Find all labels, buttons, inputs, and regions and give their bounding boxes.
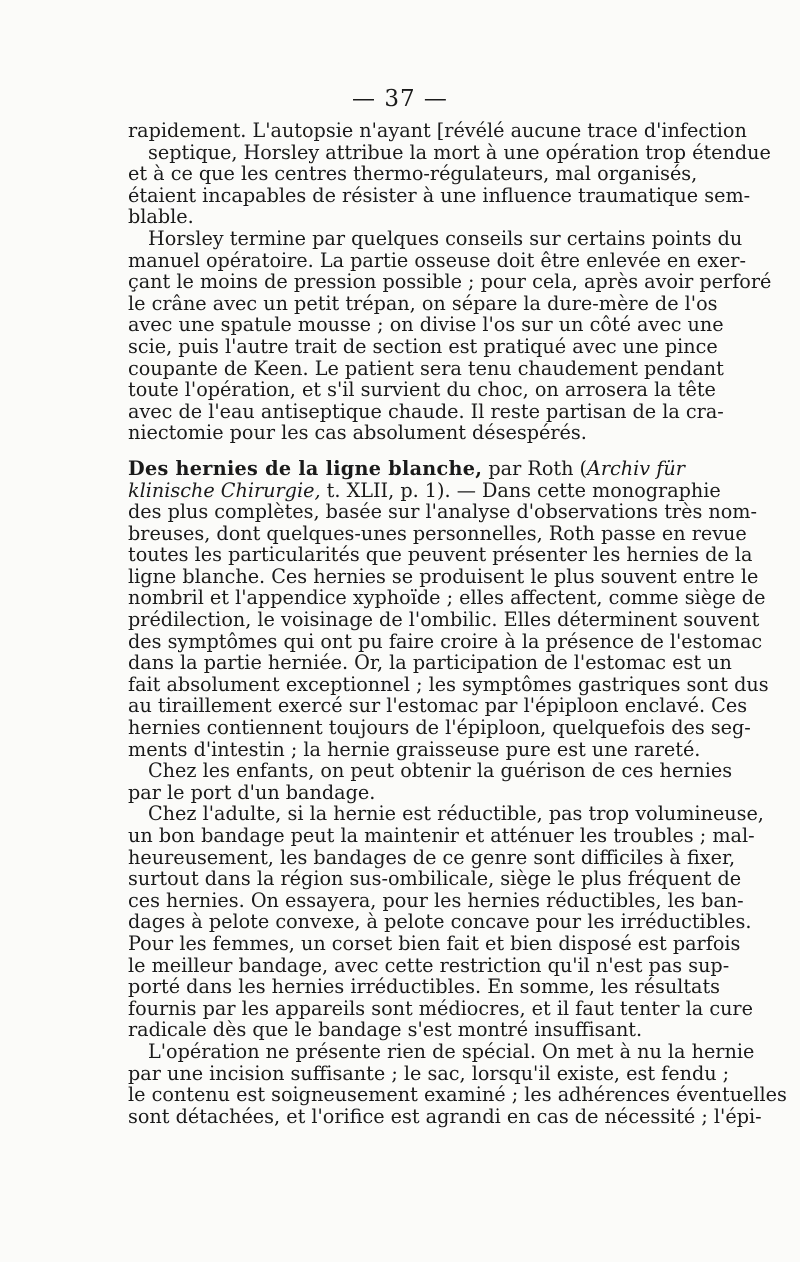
paragraph-autopsy (128, 119, 771, 229)
journal-title-cont: klinische Chirurgie, (128, 478, 321, 502)
text-line: le crâne avec un petit trépan, on sépare la dure-mère de l'os (128, 291, 718, 315)
article-heading-line (128, 456, 685, 480)
text-line: heureusement, les bandages de ce genre sont difficiles à fixer, (128, 845, 736, 869)
text-line: scie, puis l'autre trait de section est pratiqué avec une pince (128, 334, 718, 358)
text-line: hernies contiennent toujours de l'épiploon, quelquefois des seg- (128, 716, 751, 740)
text-line: toute l'opération, et s'il survient du choc, on arrosera la tête (128, 378, 716, 402)
text-line: et à ce que les centres thermo-régulateurs, mal organisés, (128, 162, 698, 186)
text-line: septique, Horsley attribue la mort à une opération trop étendue (148, 140, 771, 164)
text-line: prédilection, le voisinage de l'ombilic. Elles déterminent souvent (128, 608, 760, 632)
text-line: le contenu est soigneusement examiné ; les adhérences éventuelles (128, 1083, 787, 1107)
text-line: des plus complètes, basée sur l'analyse d'observations très nom- (128, 500, 757, 524)
text-line: étaient incapables de résister à une influence traumatique sem- (128, 183, 751, 207)
text-line: niectomie pour les cas absolument désespérés. (128, 421, 587, 445)
text-line: des symptômes qui ont pu faire croire à la présence de l'estomac (128, 629, 763, 653)
text-line: Pour les femmes, un corset bien fait et bien disposé est parfois (128, 931, 741, 955)
paragraph-operative-advice (128, 226, 772, 445)
text-line: nombril et l'appendice xyphoïde ; elles affectent, comme siège de (128, 586, 766, 610)
body-text (128, 119, 787, 1128)
paragraph-operation (128, 1039, 787, 1128)
text-line: au tiraillement exercé sur l'estomac par l'épiploon enclavé. Ces (128, 694, 748, 718)
text-line: avec de l'eau antiseptique chaude. Il reste partisan de la cra- (128, 399, 724, 423)
article-heading: Des hernies de la ligne blanche, (128, 456, 483, 480)
text-line: surtout dans la région sus-ombilicale, siège le plus fréquent de (128, 867, 742, 891)
text-line: par une incision suffisante ; le sac, lorsqu'il existe, est fendu ; (128, 1061, 730, 1085)
citation: t. XLII, p. 1). — Dans cette monographie (320, 478, 721, 502)
text-line: par le port d'un bandage. (128, 780, 376, 804)
text-line: ments d'intestin ; la hernie graisseuse pure est une rareté. (128, 737, 701, 761)
text-line: ligne blanche. Ces hernies se produisent le plus souvent entre le (128, 564, 759, 588)
paragraph-adults (128, 802, 764, 1042)
text-line: un bon bandage peut la maintenir et atténuer les troubles ; mal- (128, 824, 755, 847)
text-line: rapidement. L'autopsie n'ayant [révélé aucune trace d'infection (128, 119, 747, 142)
text-line: dages à pelote convexe, à pelote concave pour les irréductibles. (128, 910, 752, 934)
text-line: avec une spatule mousse ; on divise l'os sur un côté avec une (128, 313, 724, 337)
article-hernies (128, 456, 769, 761)
article-author: par Roth ( (482, 456, 588, 480)
text-line: L'opération ne présente rien de spécial. On met à nu la hernie (148, 1039, 755, 1063)
section-gap (128, 444, 674, 458)
text-line: radicale dès que le bandage s'est montré insuffisant. (128, 1018, 643, 1042)
text-line: fait absolument exceptionnel ; les symptômes gastriques sont dus (128, 672, 769, 696)
text-line: dans la partie herniée. Or, la participation de l'estomac est un (128, 651, 732, 675)
text-line: le meilleur bandage, avec cette restriction qu'il n'est pas sup- (128, 953, 730, 977)
text-line: ces hernies. On essayera, pour les hernies réductibles, les ban- (128, 888, 744, 912)
journal-title: Archiv für (587, 456, 685, 480)
text-line: manuel opératoire. La partie osseuse doit être enlevée en exer- (128, 248, 746, 272)
text-line: Chez l'adulte, si la hernie est réductible, pas trop volumineuse, (148, 802, 764, 826)
citation-line (128, 478, 721, 502)
text-line: breuses, dont quelques-unes personnelles, Roth passe en revue (128, 521, 747, 545)
text-line: fournis par les appareils sont médiocres, et il faut tenter la cure (128, 996, 753, 1020)
text-line: sont détachées, et l'orifice est agrandi en cas de nécessité ; l'épi- (128, 1104, 762, 1128)
page-number: — 37 — (352, 86, 448, 112)
paragraph-children (128, 759, 733, 804)
text-line: toutes les particularités que peuvent présenter les hernies de la (128, 543, 753, 567)
text-line: blable. (128, 205, 194, 229)
text-line: coupante de Keen. Le patient sera tenu chaudement pendant (128, 356, 724, 380)
text-line: çant le moins de pression possible ; pour cela, après avoir perforé (128, 270, 772, 294)
text-line: Chez les enfants, on peut obtenir la guérison de ces hernies (148, 759, 733, 783)
text-line: Horsley termine par quelques conseils sur certains points du (148, 226, 743, 250)
text-line: porté dans les hernies irréductibles. En somme, les résultats (128, 975, 721, 999)
